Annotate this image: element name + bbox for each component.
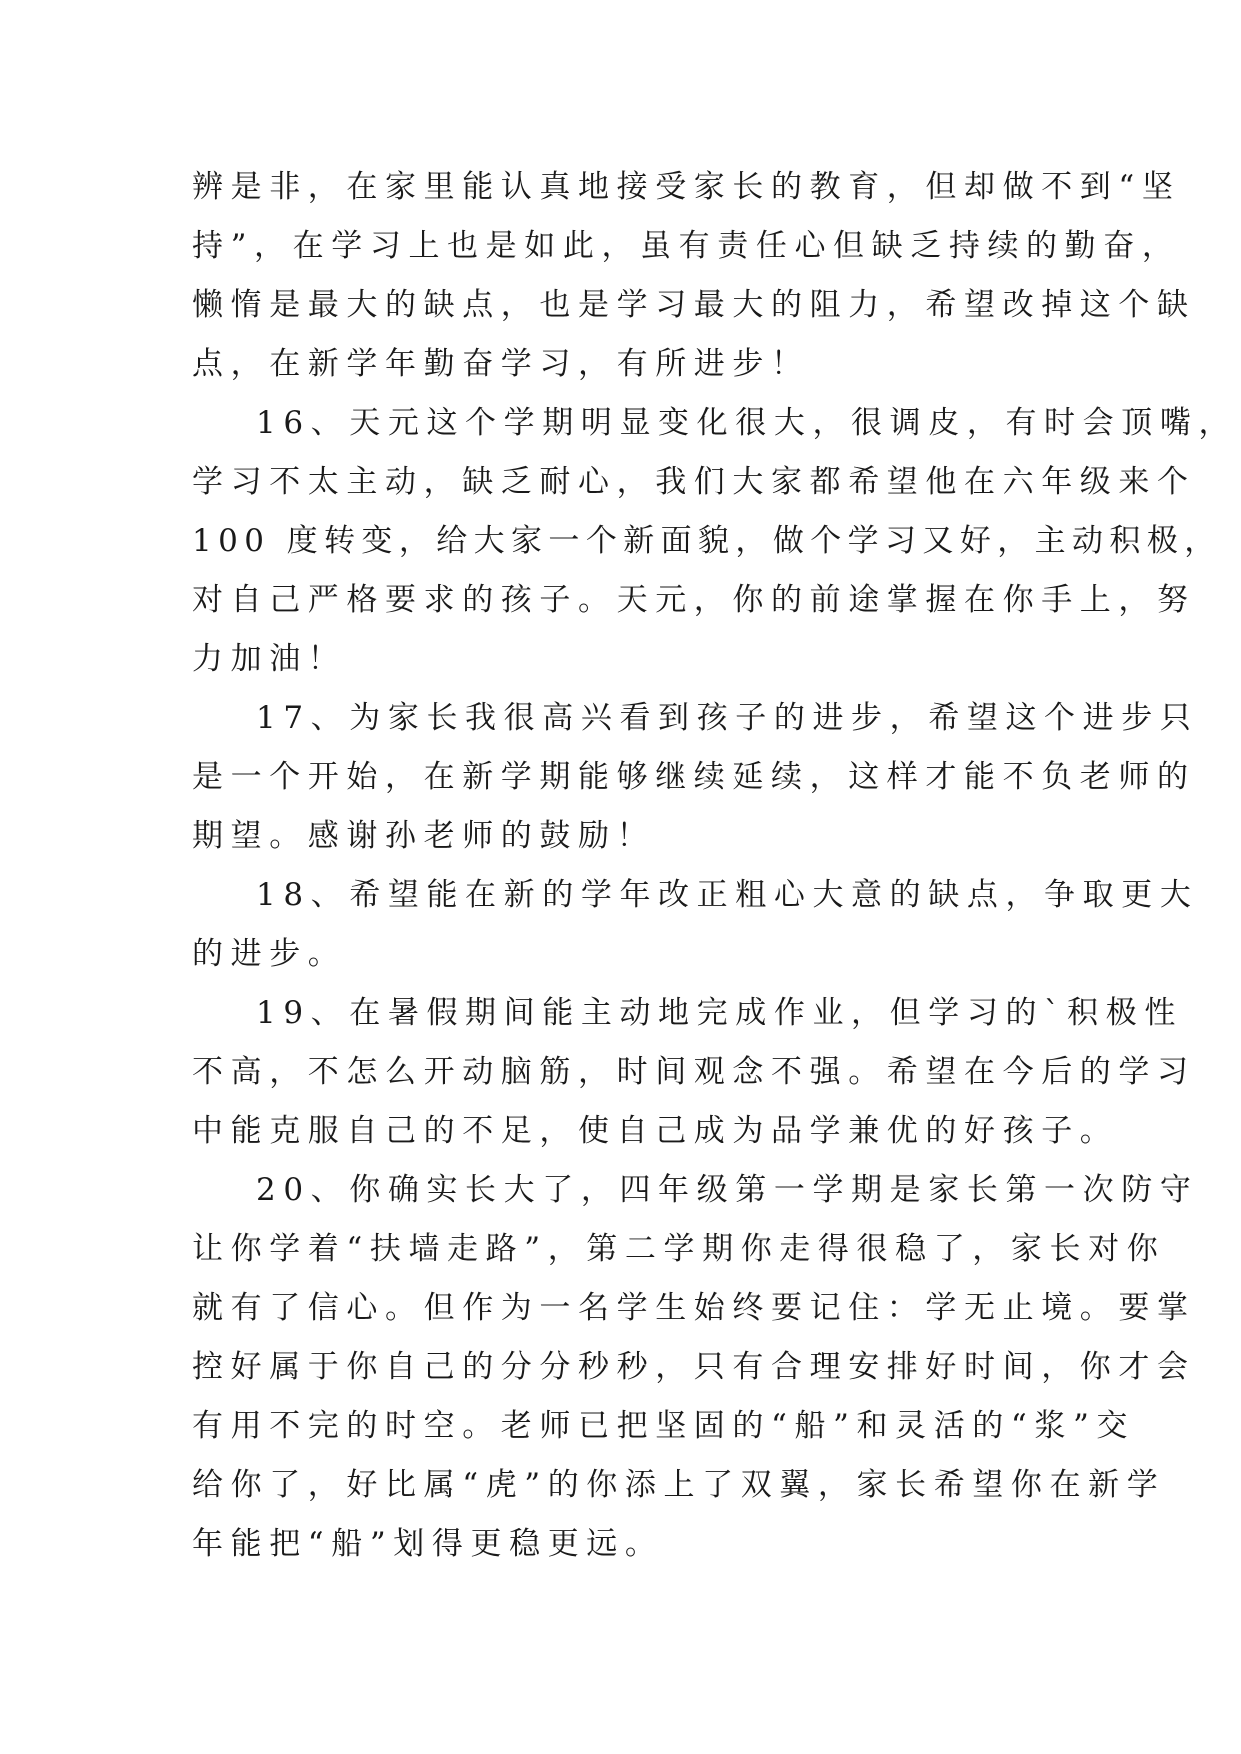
text-line: 有用不完的时空。老师已把坚固的“船”和灵活的“浆”交: [192, 1408, 1135, 1444]
text-line: 的进步。: [192, 936, 347, 972]
paragraph-20: [192, 1161, 1199, 1574]
text-line: 17、为家长我很高兴看到孩子的进步，希望这个进步只: [256, 700, 1199, 736]
text-line: 力加油！: [192, 641, 347, 677]
paragraph-17: [192, 689, 1199, 866]
text-line: 19、在暑假期间能主动地完成作业，但学习的`积极性: [256, 995, 1183, 1031]
text-line: 不高，不怎么开动脑筋，时间观念不强。希望在今后的学习: [192, 1054, 1196, 1090]
paragraph-19: [192, 984, 1196, 1161]
text-line: 学习不太主动，缺乏耐心，我们大家都希望他在六年级来个: [192, 464, 1196, 500]
text-line: 持”，在学习上也是如此，虽有责任心但缺乏持续的勤奋，: [192, 228, 1181, 264]
text-line: 点，在新学年勤奋学习，有所进步！: [192, 346, 810, 382]
text-line: 中能克服自己的不足，使自己成为品学兼优的好孩子。: [192, 1113, 1119, 1149]
paragraph-16: [192, 394, 1238, 689]
text-line: 期望。感谢孙老师的鼓励！: [192, 818, 656, 854]
text-line: 懒惰是最大的缺点，也是学习最大的阻力，希望改掉这个缺: [192, 287, 1196, 323]
text-line: 让你学着“扶墙走路”，第二学期你走得很稳了，家长对你: [192, 1231, 1166, 1267]
text-line: 18、希望能在新的学年改正粗心大意的缺点，争取更大: [256, 877, 1199, 913]
text-line: 辨是非，在家里能认真地接受家长的教育，但却做不到“坚: [192, 169, 1181, 205]
text-line: 20、你确实长大了，四年级第一学期是家长第一次防守: [256, 1172, 1199, 1208]
text-line: 年能把“船”划得更稳更远。: [192, 1526, 664, 1562]
text-line: 控好属于你自己的分分秒秒，只有合理安排好时间，你才会: [192, 1349, 1196, 1385]
text-line: 给你了，好比属“虎”的你添上了双翼，家长希望你在新学: [192, 1467, 1166, 1503]
text-line: 就有了信心。但作为一名学生始终要记住：学无止境。要掌: [192, 1290, 1196, 1326]
text-line: 是一个开始，在新学期能够继续延续，这样才能不负老师的: [192, 759, 1196, 795]
text-line: 16、天元这个学期明显变化很大，很调皮，有时会顶嘴，: [256, 405, 1238, 441]
text-line: 对自己严格要求的孩子。天元，你的前途掌握在你手上，努: [192, 582, 1196, 618]
text-line: 100 度转变，给大家一个新面貌，做个学习又好，主动积极，: [192, 523, 1222, 559]
paragraph-15-continued: [192, 158, 1196, 394]
paragraph-18: [192, 866, 1199, 984]
document-body: [192, 158, 1238, 1574]
